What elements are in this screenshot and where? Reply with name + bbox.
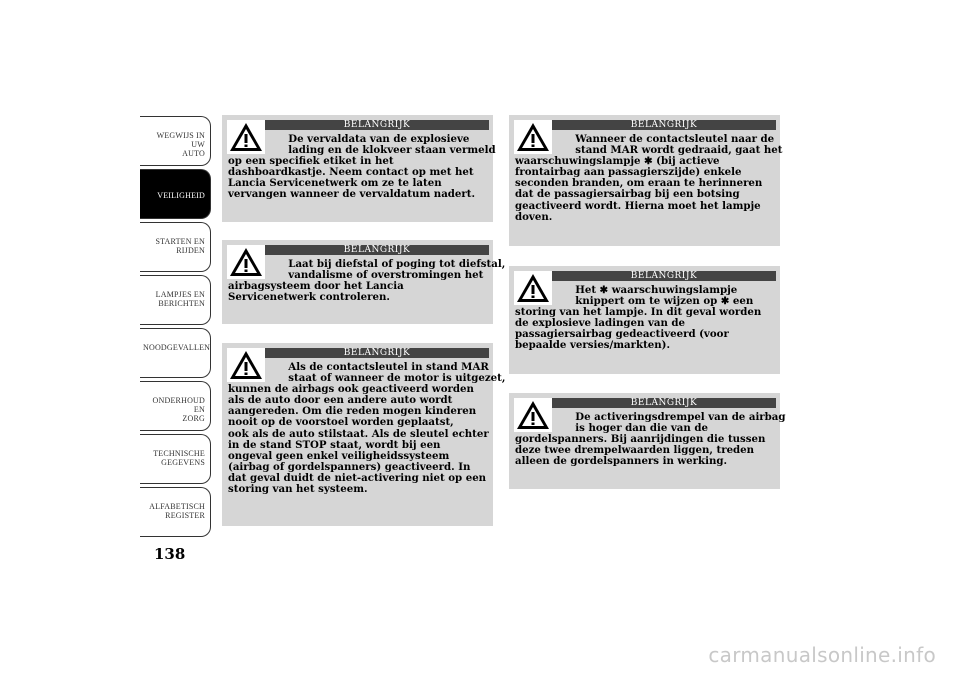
warning-heading: BELANGRIJK [265, 120, 489, 130]
watermark: carmanualsonline.info [708, 643, 936, 667]
warning-text: Laat bij diefstal of poging tot diefstal, vandalisme of overstromingen het airbagsysteem door het Lancia Servicenetwerk controleren. [228, 258, 506, 304]
warning-heading: BELANGRIJK [552, 120, 776, 130]
warning-heading: BELANGRIJK [265, 245, 489, 255]
page-number: 138 [154, 545, 186, 563]
warning-box [222, 240, 506, 324]
tab-label: ALFABETISCH REGISTER [149, 502, 205, 520]
tab-label: NOODGEVALLEN [143, 343, 211, 352]
warning-box [509, 115, 783, 246]
warning-heading: BELANGRIJK [552, 398, 776, 408]
tab-noodgevallen[interactable] [140, 328, 211, 378]
warning-text: Wanneer de contactsleutel naar de stand MAR wordt gedraaid, gaat het waarschuwingslampje ✱ (bij actieve frontairbag aan passagierszijde) enkele seconden branden, om eraan te herinneren dat de passagiersairbag bij een botsing geactiveerd wordt. Hierna moet het lampje doven. [515, 133, 783, 223]
tab-label: VEILIGHEID [157, 191, 205, 200]
tab-onderhoud[interactable] [140, 381, 211, 431]
tab-label: LAMPJES EN BERICHTEN [155, 290, 205, 308]
warning-text: De vervaldata van de explosieve lading en de klokveer staan vermeld op een specifiek etiket in het dashboardkastje. Neem contact op met het Lancia Servicenetwerk om ze te laten vervangen wanneer de vervaldatum nadert. [228, 133, 496, 201]
tab-label: ONDERHOUD EN ZORG [152, 396, 205, 423]
tab-starten[interactable] [140, 222, 211, 272]
warning-box [509, 266, 780, 374]
warning-text: De activeringsdrempel van de airbag is hoger dan die van de gordelspanners. Bij aanrijdingen die tussen deze twee drempelwaarden liggen, treden alleen de gordelspanners in werking. [515, 411, 786, 468]
warning-text: Als de contactsleutel in stand MAR staat of wanneer de motor is uitgezet, kunnen de airbags ook geactiveerd worden als de auto door een andere auto wordt aangereden. Om die reden mogen kinderen nooit op de voorstoel worden geplaatst, ook als de auto stilstaat. Als de sleutel echter in de stand STOP staat, wordt bij een ongeval geen enkel veiligheidssysteem (airbag of gordelspanners) geactiveerd. In dat geval duidt de niet-activering niet op een storing van het systeem. [228, 361, 506, 496]
tab-alfabetisch[interactable] [140, 487, 211, 537]
warning-heading: BELANGRIJK [552, 271, 776, 281]
tab-wegwijs[interactable] [140, 116, 211, 166]
tab-label: TECHNISCHE GEGEVENS [153, 449, 205, 467]
tab-label: STARTEN EN RIJDEN [155, 237, 205, 255]
warning-box [509, 393, 786, 489]
warning-box [222, 115, 496, 222]
tab-label: WEGWIJS IN UW AUTO [156, 131, 205, 158]
warning-heading: BELANGRIJK [265, 348, 489, 358]
tab-veiligheid[interactable] [140, 169, 211, 219]
warning-text: Het ✱ waarschuwingslampje knippert om te wijzen op ✱ een storing van het lampje. In dit geval worden de explosieve ladingen van de passagiersairbag gedeactiveerd (voor bepaalde versies/markten). [515, 284, 762, 352]
tab-lampjes[interactable] [140, 275, 211, 325]
tab-technische[interactable] [140, 434, 211, 484]
warning-box [222, 343, 506, 526]
